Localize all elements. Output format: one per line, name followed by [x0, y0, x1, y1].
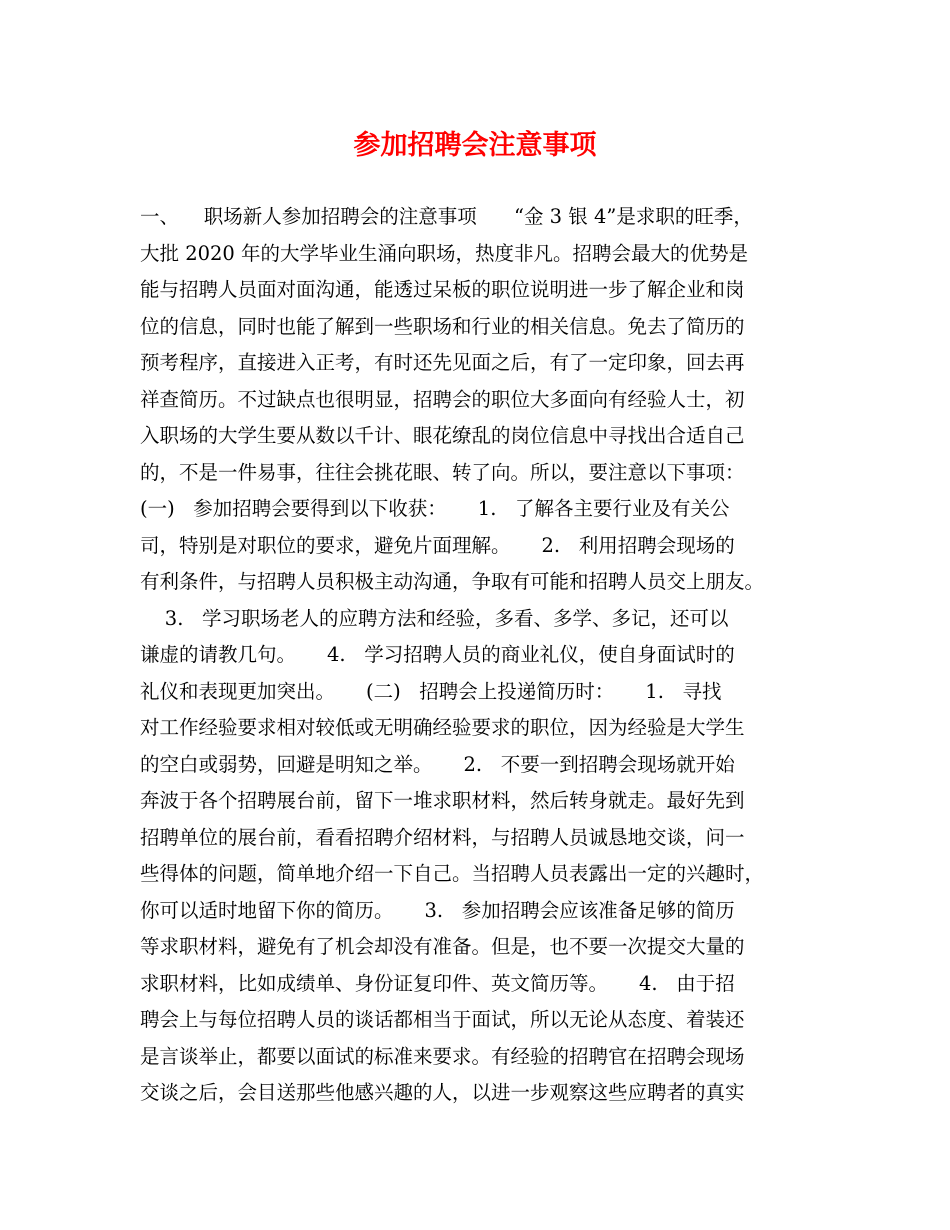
text-line: 聘会上与每位招聘人员的谈话都相当于面试，所以无论从态度、着装还 [140, 1008, 745, 1031]
text-line: 谦虚的请教几句。 4. 学习招聘人员的商业礼仪，使自身面试时的 [140, 643, 735, 666]
text-line: 交谈之后，会目送那些他感兴趣的人，以进一步观察这些应聘者的真实 [140, 1081, 745, 1104]
text-line: 3. 学习职场老人的应聘方法和经验，多看、多学、多记，还可以 [140, 606, 729, 630]
text-line: 招聘单位的展台前，看看招聘介绍材料，与招聘人员诚恳地交谈，问一 [140, 825, 745, 849]
text-line: 对工作经验要求相对较低或无明确经验要求的职位，因为经验是大学生 [140, 716, 745, 739]
text-line: 的空白或弱势，回避是明知之举。 2. 不要一到招聘会现场就开始 [140, 752, 735, 776]
text-line: 一、 职场新人参加招聘会的注意事项 “金 3 银 4”是求职的旺季， [140, 205, 753, 228]
text-line: 求职材料，比如成绩单、身份证复印件、英文简历等。 4. 由于招 [140, 971, 735, 995]
text-line: 大批 2020 年的大学毕业生涌向职场，热度非凡。招聘会最大的优势是 [140, 241, 749, 265]
text-line: 是言谈举止，都要以面试的标准来要求。有经验的招聘官在招聘会现场 [140, 1044, 745, 1068]
text-line: 预考程序，直接进入正考，有时还先见面之后，有了一定印象，回去再 [140, 351, 745, 374]
text-line: (一) 参加招聘会要得到以下收获： 1. 了解各主要行业及有关公 [140, 497, 730, 520]
text-line: 祥查简历。不过缺点也很明显，招聘会的职位大多面向有经验人士，初 [140, 387, 745, 411]
text-line: 能与招聘人员面对面沟通，能透过呆板的职位说明进一步了解企业和岗 [140, 278, 745, 301]
text-line: 礼仪和表现更加突出。 (二) 招聘会上投递简历时： 1. 寻找 [140, 679, 722, 703]
text-line: 等求职材料，避免有了机会却没有准备。但是，也不要一次提交大量的 [140, 935, 745, 958]
document-body [140, 199, 830, 1112]
text-line: 些得体的问题，简单地介绍一下自己。当招聘人员表露出一定的兴趣时， [140, 862, 765, 885]
text-line: 位的信息，同时也能了解到一些职场和行业的相关信息。免去了简历的 [140, 314, 745, 338]
text-line: 有利条件，与招聘人员积极主动沟通，争取有可能和招聘人员交上朋友。 [140, 570, 765, 593]
text-line: 入职场的大学生要从数以千计、眼花缭乱的岗位信息中寻找出合适自己 [140, 424, 745, 447]
text-line: 你可以适时地留下你的简历。 3. 参加招聘会应该准备足够的简历 [140, 898, 735, 922]
text-line: 的，不是一件易事，往往会挑花眼、转了向。所以，要注意以下事项： [140, 460, 745, 484]
page-title: 参加招聘会注意事项 [353, 130, 597, 161]
text-line: 司，特别是对职位的要求，避免片面理解。 2. 利用招聘会现场的 [140, 533, 735, 557]
text-line: 奔波于各个招聘展台前，留下一堆求职材料，然后转身就走。最好先到 [140, 789, 745, 812]
